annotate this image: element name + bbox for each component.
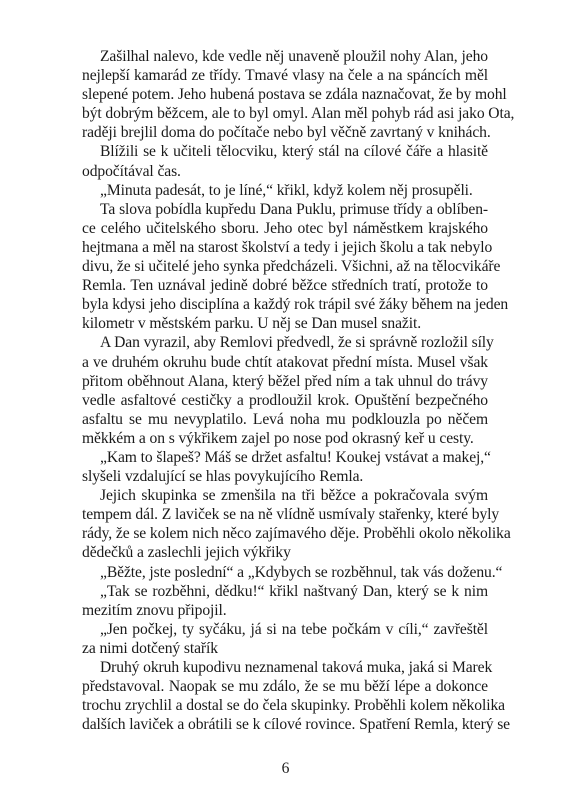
text-line: kilometr v městském parku. U něj se Dan musel snažit. [82, 315, 421, 333]
text-line: a ve druhém okruhu bude chtít atakovat přední místa. Musel však [82, 353, 488, 371]
text-line: být dobrým běžcem, ale to byl omyl. Alan měl pohyb rád asi jako Ota, [82, 105, 515, 123]
text-line: „Běžte, jste poslední“ a „Kdybych se rozběhnul, tak vás doženu.“ [100, 563, 503, 581]
text-line: tempem dál. Z laviček se na ně vlídně usmívaly stařenky, které byly [82, 506, 500, 524]
text-line: nejlepší kamarád ze třídy. Tmavé vlasy na čele a na spáncích měl [82, 67, 488, 85]
text-line: mezitím znovu připojil. [82, 601, 227, 619]
text-line: slyšeli vzdalující se hlas povykujícího Remla. [82, 468, 364, 486]
body-text [82, 47, 515, 734]
text-line: divu, že si učitelé jeho synka předcházeli. Všichni, až na tělocvikáře [82, 258, 501, 276]
text-line: hejtmana a měl na starost školství a tedy i jejich školu a tak nebylo [82, 238, 493, 256]
text-line: „Kam to šlapeš? Máš se držet asfaltu! Koukej vstávat a makej,“ [100, 448, 491, 466]
text-line: trochu zrychlil a dostal se do čela skupinky. Proběhli kolem několika [82, 697, 505, 715]
text-line: vedle asfaltové cestičky a prodloužil krok. Opuštění bezpečného [82, 391, 488, 409]
text-line: ce celého učitelského sboru. Jeho otec byl náměstkem krajského [82, 219, 488, 237]
text-line: dalších laviček a obrátili se k cílové rovince. Spatření Remla, který se [82, 716, 510, 734]
text-line: přitom oběhnout Alana, který běžel před ním a tak uhnul do trávy [82, 372, 488, 390]
text-line: měkkém a on s výkřikem zajel po nose pod okrasný keř u cesty. [82, 429, 474, 447]
text-line: dědečků a zaslechli jejich výkřiky [82, 544, 291, 562]
text-line: Remla. Ten uznával jedině dobré běžce středních tratí, protože to [82, 277, 488, 295]
text-line: „Tak se rozběhni, dědku!“ křikl naštvaný Dan, který se k nim [100, 582, 488, 600]
page-number: 6 [281, 760, 290, 777]
text-line: slepené potem. Jeho hubená postava se zdála naznačovat, že by mohl [82, 86, 507, 104]
text-line: asfaltu se mu nevyplatilo. Levá noha mu podklouzla po něčem [82, 410, 488, 428]
text-line: Jejich skupinka se zmenšila na tři běžce a pokračovala svým [100, 487, 488, 505]
text-line: raději brejlil doma do počítače nebo byl věčně zavrtaný v knihách. [82, 124, 491, 142]
text-line: byla kdysi jeho disciplína a každý rok trápil své žáky během na jeden [82, 296, 509, 314]
text-line: „Minuta padesát, to je líné,“ křikl, když kolem něj prosupěli. [100, 181, 473, 199]
text-line: „Jen počkej, ty syčáku, já si na tebe počkám v cíli,“ zavřeštěl [100, 620, 488, 638]
text-line: za nimi dotčený stařík [82, 639, 218, 657]
text-line: Druhý okruh kupodivu neznamenal taková muka, jaká si Marek [100, 659, 493, 676]
text-line: Ta slova pobídla kupředu Dana Puklu, primuse třídy a oblíben- [100, 200, 488, 218]
text-line: Blížili se k učiteli tělocviku, který stál na cílové čáře a hlasitě [100, 143, 488, 161]
text-line: Zašilhal nalevo, kde vedle něj unaveně ploužil nohy Alan, jeho [100, 48, 488, 65]
text-line: představoval. Naopak se mu zdálo, že se mu běží lépe a dokonce [82, 678, 488, 696]
text-line: odpočítával čas. [82, 162, 181, 180]
text-line: A Dan vyrazil, aby Remlovi předvedl, že si správně rozložil síly [100, 334, 494, 352]
text-line: rády, že se kolem nich něco zajímavého děje. Proběhli okolo několika [82, 525, 511, 543]
